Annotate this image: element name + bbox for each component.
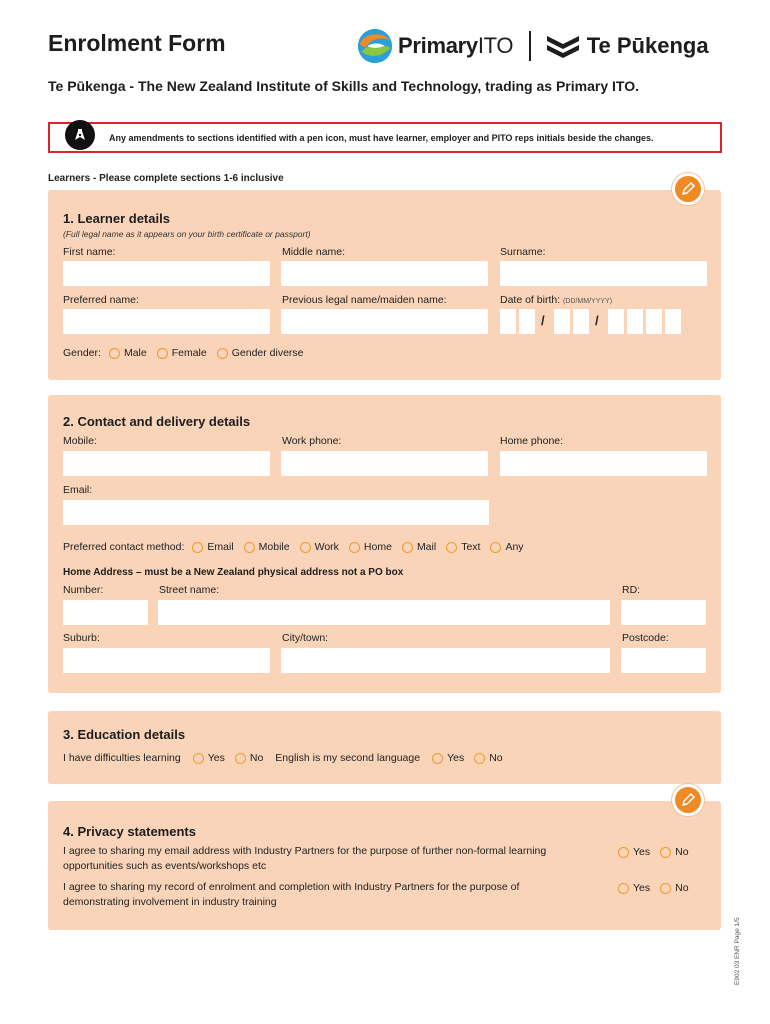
home-phone-label: Home phone: bbox=[500, 435, 564, 447]
section-privacy-statements bbox=[48, 801, 721, 930]
radio[interactable] bbox=[618, 883, 629, 894]
radio[interactable] bbox=[660, 847, 671, 858]
section-3-title: 3. Education details bbox=[63, 727, 186, 742]
section-contact-details bbox=[48, 395, 721, 693]
dob-year-digit-2[interactable] bbox=[627, 309, 643, 334]
home-address-heading: Home Address – must be a New Zealand physical address not a PO box bbox=[63, 567, 404, 578]
dob-year-digit-1[interactable] bbox=[608, 309, 624, 334]
primary-ito-logo-icon bbox=[356, 27, 394, 65]
logo-divider bbox=[529, 31, 531, 61]
radio[interactable] bbox=[618, 847, 629, 858]
radio[interactable] bbox=[432, 753, 443, 764]
rd-input[interactable] bbox=[621, 600, 706, 625]
radio[interactable] bbox=[660, 883, 671, 894]
radio[interactable] bbox=[192, 542, 203, 553]
gender-diverse-option[interactable]: Gender diverse bbox=[217, 347, 304, 359]
privacy-2-no-option[interactable]: No bbox=[660, 882, 688, 894]
privacy-1-no-option[interactable]: No bbox=[660, 846, 688, 858]
difficulties-yes-option[interactable]: Yes bbox=[193, 752, 225, 764]
pen-icon bbox=[672, 173, 704, 205]
privacy-2-options bbox=[618, 882, 699, 894]
first-name-input[interactable] bbox=[63, 261, 270, 286]
dob-input-group bbox=[500, 309, 690, 334]
te-pukenga-mark-icon bbox=[545, 33, 581, 59]
email-label: Email: bbox=[63, 484, 93, 496]
radio[interactable] bbox=[402, 542, 413, 553]
radio[interactable] bbox=[109, 348, 120, 359]
pen-icon bbox=[672, 784, 704, 816]
section-4-title: 4. Privacy statements bbox=[63, 824, 196, 839]
number-label: Number: bbox=[63, 584, 104, 596]
middle-name-label: Middle name: bbox=[282, 246, 346, 258]
contact-email-option[interactable]: Email bbox=[192, 541, 233, 553]
rd-label: RD: bbox=[622, 584, 641, 596]
contact-home-option[interactable]: Home bbox=[349, 541, 392, 553]
primary-ito-logo-text: PrimaryITO bbox=[398, 33, 514, 58]
middle-name-input[interactable] bbox=[281, 261, 488, 286]
form-code: E902 03 ENR Page 1/5 bbox=[734, 917, 741, 985]
work-phone-input[interactable] bbox=[281, 451, 488, 476]
difficulties-no-option[interactable]: No bbox=[235, 752, 263, 764]
home-phone-input[interactable] bbox=[500, 451, 707, 476]
contact-text-option[interactable]: Text bbox=[446, 541, 480, 553]
pen-nib-icon bbox=[65, 120, 95, 150]
notice-text: Any amendments to sections identified with a pen icon, must have learner, employer and PITO reps initials beside the changes. bbox=[109, 132, 654, 143]
page-title: Enrolment Form bbox=[48, 30, 226, 56]
surname-label: Surname: bbox=[500, 246, 546, 258]
radio[interactable] bbox=[193, 753, 204, 764]
postcode-input[interactable] bbox=[621, 648, 706, 673]
street-label: Street name: bbox=[159, 584, 220, 596]
dob-label: Date of birth: (DD/MM/YYYY) bbox=[500, 294, 613, 306]
subtitle: Te Pūkenga - The New Zealand Institute of Skills and Technology, trading as Primary ITO. bbox=[48, 78, 639, 94]
section-education-details bbox=[48, 711, 721, 784]
difficulties-label: I have difficulties learning bbox=[63, 752, 181, 764]
radio[interactable] bbox=[244, 542, 255, 553]
dob-year-digit-3[interactable] bbox=[646, 309, 662, 334]
city-label: City/town: bbox=[282, 632, 329, 644]
gender-label: Gender: bbox=[63, 347, 101, 359]
learners-note: Learners - Please complete sections 1-6 inclusive bbox=[48, 173, 284, 184]
privacy-1-yes-option[interactable]: Yes bbox=[618, 846, 650, 858]
radio[interactable] bbox=[300, 542, 311, 553]
radio[interactable] bbox=[217, 348, 228, 359]
dob-year-digit-4[interactable] bbox=[665, 309, 681, 334]
radio[interactable] bbox=[157, 348, 168, 359]
email-input[interactable] bbox=[63, 500, 489, 525]
radio[interactable] bbox=[490, 542, 501, 553]
section-2-title: 2. Contact and delivery details bbox=[63, 414, 251, 429]
section-1-hint: (Full legal name as it appears on your birth certificate or passport) bbox=[63, 229, 311, 239]
section-1-title: 1. Learner details bbox=[63, 211, 170, 226]
radio[interactable] bbox=[446, 542, 457, 553]
section-learner-details bbox=[48, 190, 721, 380]
work-phone-label: Work phone: bbox=[282, 435, 342, 447]
first-name-label: First name: bbox=[63, 246, 116, 258]
contact-any-option[interactable]: Any bbox=[490, 541, 523, 553]
number-input[interactable] bbox=[63, 600, 148, 625]
dob-month-digit-1[interactable] bbox=[554, 309, 570, 334]
dob-month-digit-2[interactable] bbox=[573, 309, 589, 334]
street-input[interactable] bbox=[158, 600, 610, 625]
education-row bbox=[63, 752, 513, 764]
suburb-label: Suburb: bbox=[63, 632, 100, 644]
english-label: English is my second language bbox=[275, 752, 421, 764]
amendment-notice bbox=[48, 122, 722, 153]
privacy-statement-1: I agree to sharing my email address with Industry Partners for the purpose of further non-formal learning opportunities such as events/workshops etc bbox=[63, 845, 547, 872]
preferred-contact-label: Preferred contact method: bbox=[63, 541, 185, 553]
contact-mail-option[interactable]: Mail bbox=[402, 541, 436, 553]
dob-day-digit-2[interactable] bbox=[519, 309, 535, 334]
mobile-label: Mobile: bbox=[63, 435, 97, 447]
dob-separator: / bbox=[541, 313, 545, 328]
radio[interactable] bbox=[474, 753, 485, 764]
preferred-contact-row bbox=[63, 541, 534, 553]
logos bbox=[356, 26, 709, 66]
dob-format-hint: (DD/MM/YYYY) bbox=[563, 298, 613, 305]
preferred-name-label: Preferred name: bbox=[63, 294, 139, 306]
gender-female-option[interactable]: Female bbox=[157, 347, 207, 359]
dob-day-digit-1[interactable] bbox=[500, 309, 516, 334]
surname-input[interactable] bbox=[500, 261, 707, 286]
privacy-statement-2: I agree to sharing my record of enrolment and completion with Industry Partners for the purpose of demonstrating involvement in industry training bbox=[63, 881, 520, 908]
gender-row bbox=[63, 347, 314, 359]
radio[interactable] bbox=[235, 753, 246, 764]
gender-male-option[interactable]: Male bbox=[109, 347, 147, 359]
previous-name-label: Previous legal name/maiden name: bbox=[282, 294, 447, 306]
te-pukenga-logo-text: Te Pūkenga bbox=[586, 33, 709, 58]
privacy-2-yes-option[interactable]: Yes bbox=[618, 882, 650, 894]
contact-work-option[interactable]: Work bbox=[300, 541, 339, 553]
english-no-option[interactable]: No bbox=[474, 752, 502, 764]
postcode-label: Postcode: bbox=[622, 632, 669, 644]
contact-mobile-option[interactable]: Mobile bbox=[244, 541, 290, 553]
preferred-name-input[interactable] bbox=[63, 309, 270, 334]
privacy-1-options bbox=[618, 846, 699, 858]
suburb-input[interactable] bbox=[63, 648, 270, 673]
radio[interactable] bbox=[349, 542, 360, 553]
english-yes-option[interactable]: Yes bbox=[432, 752, 464, 764]
mobile-input[interactable] bbox=[63, 451, 270, 476]
dob-separator: / bbox=[595, 313, 599, 328]
city-input[interactable] bbox=[281, 648, 610, 673]
previous-name-input[interactable] bbox=[281, 309, 488, 334]
